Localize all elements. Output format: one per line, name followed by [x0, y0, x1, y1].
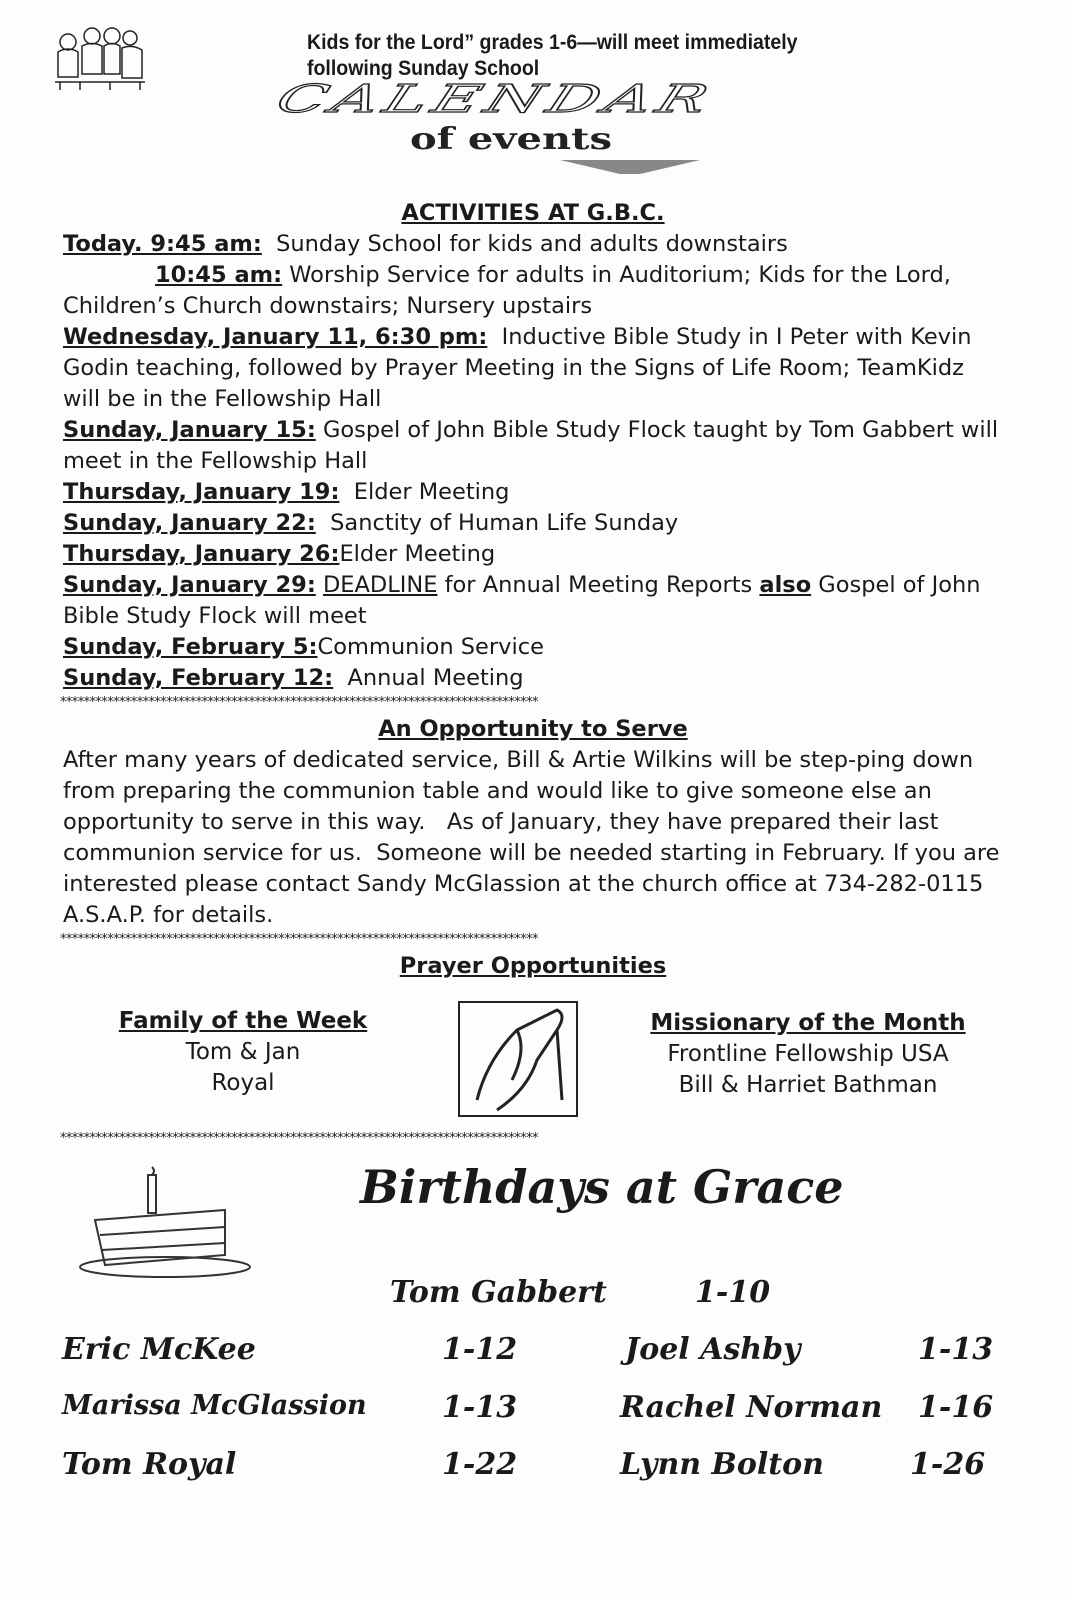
event-date: Sunday, January 29: [63, 572, 316, 598]
event-date: 10:45 am: [155, 262, 283, 288]
birthday-date: 1-13 [442, 1390, 518, 1425]
birthday-name: Marissa McGlassion [62, 1390, 367, 1421]
serve-section [63, 714, 1007, 931]
event-date: Thursday, January 26: [63, 541, 340, 567]
event-text: Elder Meeting [339, 541, 496, 567]
family-name: Tom & Jan [185, 1039, 301, 1065]
event-text: Gospel of John Bible Study Flock will meet [63, 572, 981, 629]
star-divider: ********************************************************************************* [60, 696, 538, 710]
birthday-date: 1-10 [695, 1275, 771, 1310]
birthday-name: Lynn Bolton [620, 1447, 824, 1482]
event-item [63, 539, 1003, 570]
also-text: also [759, 572, 812, 598]
event-date: Thursday, January 19: [63, 479, 340, 505]
activities-section [63, 198, 1003, 694]
content-column [60, 198, 1007, 1550]
star-divider: ********************************************************************************* [60, 1132, 538, 1146]
event-item [63, 415, 1003, 477]
family-of-the-week [63, 1006, 423, 1099]
prayer-row [63, 1000, 1003, 1130]
missionary-org: Frontline Fellowship USA [667, 1041, 949, 1067]
event-date: Today. 9:45 am: [63, 231, 262, 257]
birthday-name: Joel Ashby [625, 1332, 801, 1367]
birthdays-heading: Birthdays at Grace [360, 1160, 844, 1214]
birthday-date: 1-16 [918, 1390, 994, 1425]
event-text: Sunday School for kids and adults downstairs [261, 231, 788, 257]
birthday-cake-icon [75, 1165, 255, 1280]
event-item [63, 229, 1003, 260]
event-text: for Annual Meeting Reports [437, 572, 760, 598]
event-text: Inductive Bible Study in I Peter with Kevin Godin teaching, followed by Prayer Meeting in the Signs of Life Room; TeamKidz will be in the Fellowship Hall [63, 324, 979, 412]
event-item [63, 663, 1003, 694]
event-text: Communion Service [317, 634, 544, 660]
activities-heading: ACTIVITIES AT G.B.C. [401, 200, 665, 226]
calendar-title: CALENDAR [270, 77, 721, 122]
event-item [63, 570, 1003, 632]
birthday-date: 1-26 [910, 1447, 986, 1482]
kids-for-the-lord-note [307, 30, 798, 82]
note-line: following Sunday School [307, 57, 540, 80]
event-date: Wednesday, January 11, 6:30 pm: [63, 324, 488, 350]
event-text: Worship Service for adults in Auditorium; Kids for the Lord, Children’s Church downstairs; Nursery upstairs [63, 262, 951, 319]
calendar-subtitle: of events [410, 121, 613, 157]
kids-clipart-icon [50, 22, 150, 94]
event-date: Sunday, February 5: [63, 634, 318, 660]
birthday-name: Tom Royal [62, 1447, 237, 1482]
event-date: Sunday, January 15: [63, 417, 316, 443]
praying-hands-icon [457, 1000, 579, 1118]
event-text: Annual Meeting [333, 665, 524, 691]
prayer-heading: Prayer Opportunities [399, 953, 667, 979]
serve-heading: An Opportunity to Serve [378, 716, 688, 742]
event-item [63, 508, 1003, 539]
note-line: Kids for the Lord” grades 1-6—will meet immediately [307, 31, 798, 54]
birthday-name: Rachel Norman [620, 1390, 883, 1425]
event-item [63, 322, 1003, 415]
deadline-text: DEADLINE [322, 572, 438, 598]
birthday-name: Tom Gabbert [390, 1275, 607, 1310]
star-divider: ********************************************************************************* [60, 933, 538, 947]
birthday-date: 1-12 [442, 1332, 518, 1367]
event-date: Sunday, January 22: [63, 510, 316, 536]
event-item [63, 477, 1003, 508]
event-item [63, 260, 1003, 322]
family-name: Royal [211, 1070, 275, 1096]
missionary-label: Missionary of the Month [650, 1010, 966, 1036]
family-label: Family of the Week [118, 1008, 368, 1034]
event-text: Gospel of John Bible Study Flock taught by Tom Gabbert will meet in the Fellowship Hall [63, 417, 999, 474]
birthday-date: 1-13 [918, 1332, 994, 1367]
event-date: Sunday, February 12: [63, 665, 334, 691]
serve-body: After many years of dedicated service, Bill & Artie Wilkins will be step-ping down from preparing the communion table and would like to give someone else an opportunity to serve in this way. As of January, they have prepared their last communion service for us. Someone will be needed starting in February. If you are interested please contact Sandy McGlassion at the church office at 734-282-0115 A.S.A.P. for details. [63, 747, 1007, 928]
birthdays-section [0, 1150, 1065, 1550]
banner-decoration-icon [560, 158, 700, 176]
missionary-of-the-month [613, 1008, 1003, 1101]
event-text: Elder Meeting [339, 479, 510, 505]
event-text: Sanctity of Human Life Sunday [315, 510, 679, 536]
birthday-name: Eric McKee [62, 1332, 256, 1367]
birthday-date: 1-22 [442, 1447, 518, 1482]
missionary-names: Bill & Harriet Bathman [678, 1072, 938, 1098]
event-item [63, 632, 1003, 663]
